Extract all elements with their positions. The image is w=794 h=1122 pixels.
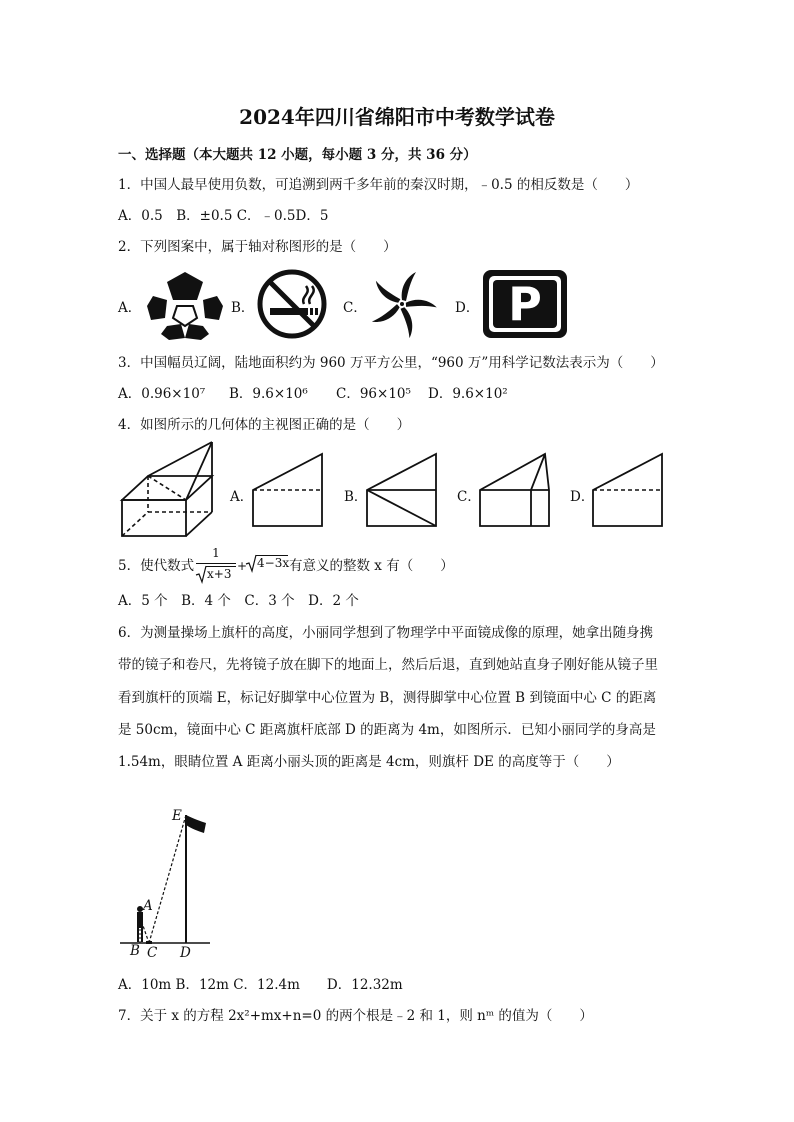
q4-option-b-label: B．	[344, 489, 368, 505]
question-5-prefix: 5．使代数式	[118, 558, 195, 574]
diagram-point-a: A	[143, 898, 153, 914]
question-5-options: A．5 个 B．4 个 C．3 个 D．2 个	[118, 593, 359, 609]
diagram-point-e: E	[172, 808, 182, 824]
question-3-stem: 3．中国幅员辽阔，陆地面积约为 960 万平方公里，“960 万”用科学记数法表示为（ ）	[118, 355, 664, 371]
q5-radicand-1: x+3	[207, 567, 232, 581]
pinwheel-pattern-icon	[366, 268, 438, 340]
page-title: 2024年四川省绵阳市中考数学试卷	[239, 105, 555, 129]
question-6-line-4: 是 50cm，镜面中心 C 距离旗杆底部 D 的距离为 4m，如图所示．已知小丽同学的身高是	[118, 722, 656, 738]
q4-option-a-label: A．	[230, 489, 254, 505]
question-1-stem: 1．中国人最早使用负数，可追溯到两千多年前的秦汉时期，﹣0.5 的相反数是（ ）	[118, 177, 639, 193]
q3-option-c: C．96×10⁵	[336, 386, 411, 402]
q2-option-a-label: A．	[118, 300, 142, 316]
q4-option-c-view	[479, 452, 551, 528]
question-6-line-5: 1.54m，眼睛位置 A 距离小丽头顶的距离是 4cm，则旗杆 DE 的高度等于（ ）	[118, 754, 620, 770]
q5-radicand-2: 4−3x	[257, 556, 290, 570]
q2-option-d-label: D．	[455, 300, 480, 316]
q3-option-b: B．9.6×10⁶	[229, 386, 308, 402]
flagpole-mirror-diagram	[118, 805, 218, 965]
question-6-options: A．10m B．12m C．12.4m D．12.32m	[118, 977, 403, 993]
parking-letter: P	[508, 277, 542, 331]
section-heading: 一、选择题（本大题共 12 小题，每小题 3 分，共 36 分）	[118, 147, 477, 163]
q4-option-d-view	[592, 452, 664, 528]
q2-option-b-label: B．	[231, 300, 255, 316]
q5-fraction-bar	[196, 563, 236, 564]
diagram-point-b: B	[130, 943, 140, 959]
question-4-stem: 4．如图所示的几何体的主视图正确的是（ ）	[118, 417, 411, 433]
q4-option-c-label: C．	[457, 489, 481, 505]
q3-option-d: D．9.6×10²	[428, 386, 508, 402]
question-6-line-1: 6．为测量操场上旗杆的高度，小丽同学想到了物理学中平面镜成像的原理，她拿出随身携	[118, 625, 654, 641]
geometric-solid-figure	[118, 440, 218, 540]
question-6-line-3: 看到旗杆的顶端 E，标记好脚掌中心位置为 B，测得脚掌中心位置 B 到镜面中心 C 的距离	[118, 690, 657, 706]
q5-plus: +	[237, 559, 248, 573]
q5-fraction-numerator: 1	[212, 546, 220, 560]
question-1-options: A．0.5 B．±0.5 C．﹣0.5D．5	[118, 208, 329, 224]
question-2-stem: 2．下列图案中，属于轴对称图形的是（ ）	[118, 239, 397, 255]
q3-option-a: A．0.96×10⁷	[118, 386, 206, 402]
question-5-suffix: 有意义的整数 x 有（ ）	[289, 558, 454, 574]
diagram-point-c: C	[147, 945, 158, 961]
question-6-line-2: 带的镜子和卷尺，先将镜子放在脚下的地面上，然后后退，直到她站直身子刚好能从镜子里	[118, 657, 658, 673]
no-smoking-sign-icon	[256, 268, 328, 340]
soccer-ball-pattern-icon	[145, 270, 225, 340]
diagram-point-d: D	[180, 945, 191, 961]
q2-option-c-label: C．	[343, 300, 367, 316]
question-7-stem: 7．关于 x 的方程 2x²+mx+n=0 的两个根是﹣2 和 1，则 nᵐ 的值为（ ）	[118, 1008, 593, 1024]
q5-sqrt2-symbol-icon	[245, 554, 257, 572]
q5-sqrt1-symbol-icon	[195, 565, 207, 583]
parking-sign-icon	[483, 270, 567, 338]
q4-option-a-view	[252, 452, 324, 528]
q4-option-d-label: D．	[570, 489, 595, 505]
q4-option-b-view	[366, 452, 438, 528]
